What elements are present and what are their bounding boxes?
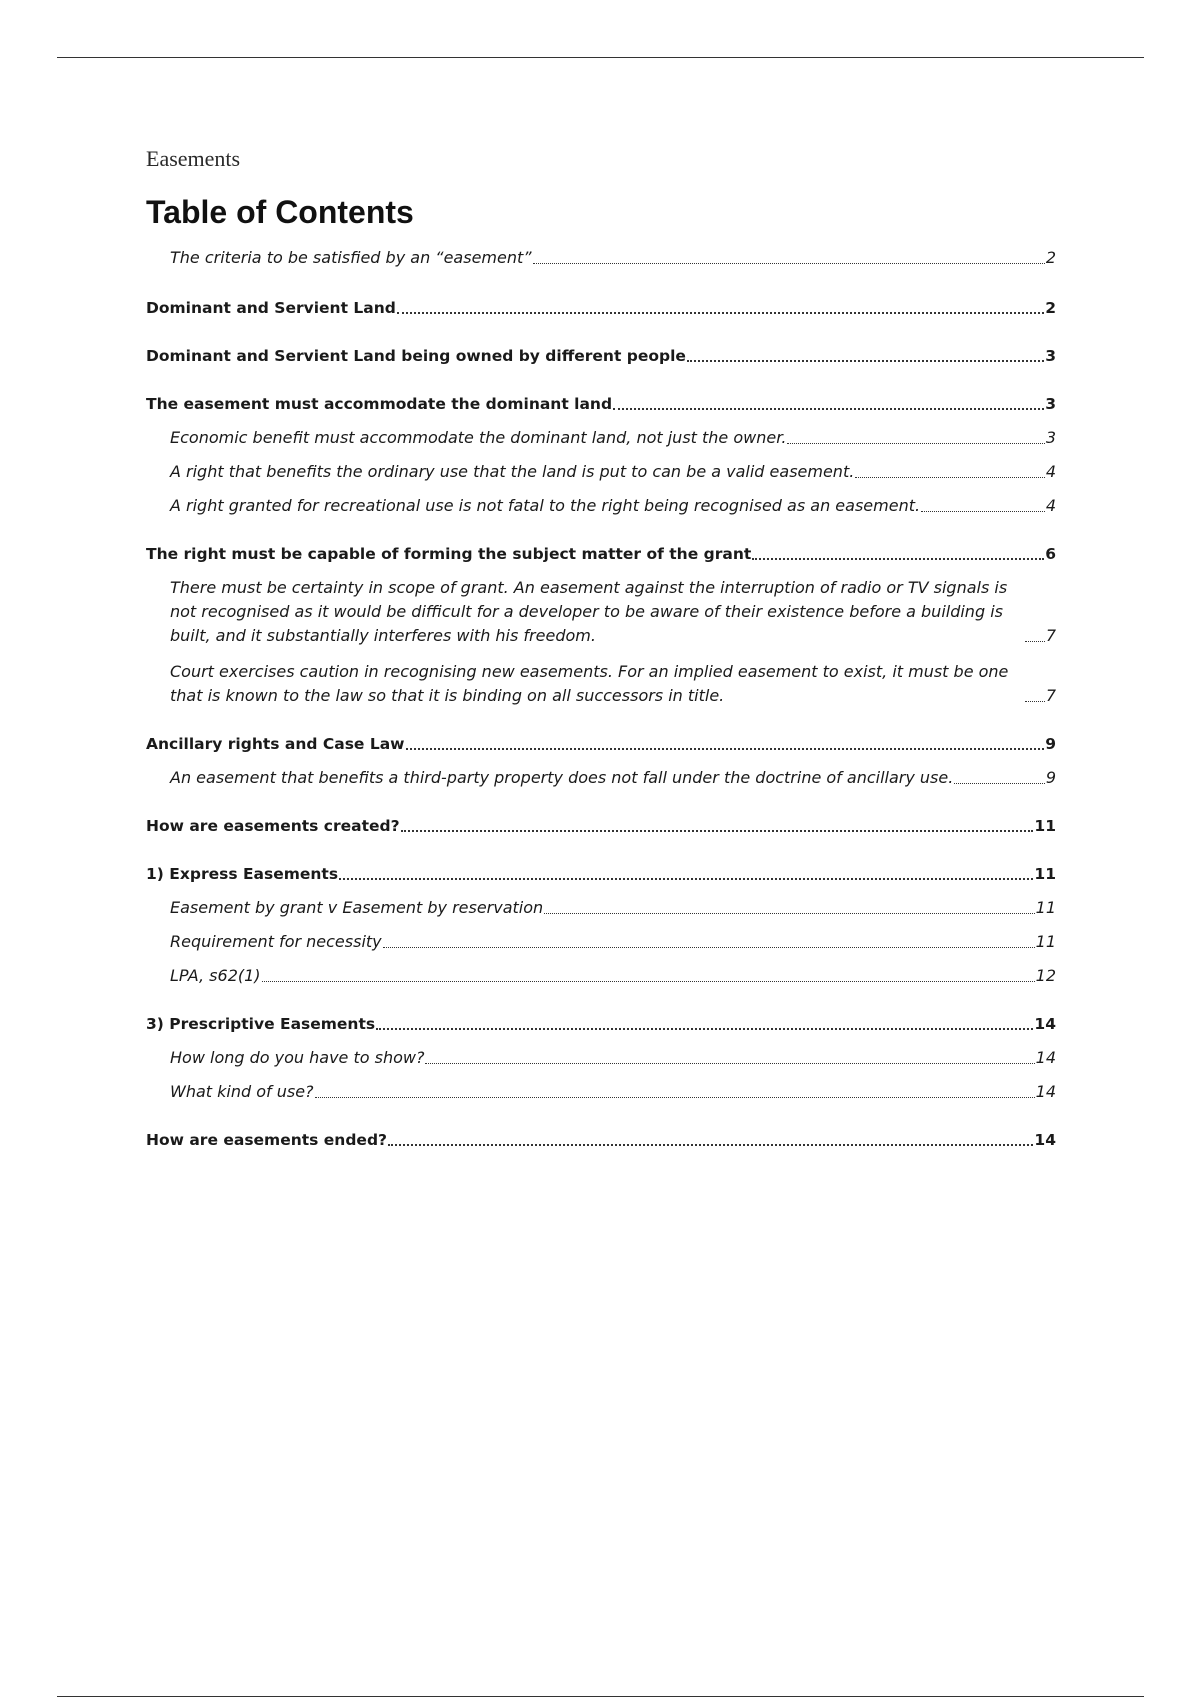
toc-leader-dots xyxy=(315,1097,1035,1098)
toc-page-number: 14 xyxy=(1035,1048,1056,1067)
toc-entry[interactable] xyxy=(146,1046,1056,1070)
toc-page-number: 7 xyxy=(1045,626,1056,645)
toc-entry[interactable] xyxy=(146,1012,1056,1036)
toc-page-number: 4 xyxy=(1045,462,1056,481)
toc-leader-dots xyxy=(425,1063,1034,1064)
toc-entry-text: Dominant and Servient Land xyxy=(146,299,396,317)
toc-leader-dots xyxy=(383,947,1035,948)
toc-leader-dots xyxy=(406,748,1045,750)
toc-leader-dots xyxy=(855,477,1045,478)
toc-entry[interactable] xyxy=(146,1080,1056,1104)
toc-page-number: 14 xyxy=(1035,1082,1056,1101)
toc-page-number: 11 xyxy=(1035,932,1056,951)
toc-entry-text: The easement must accommodate the dominant land xyxy=(146,395,613,413)
toc-page-number: 4 xyxy=(1045,496,1056,515)
toc-page-number: 11 xyxy=(1035,898,1056,917)
toc-entry-text: Easement by grant v Easement by reservation xyxy=(170,898,544,917)
toc-leader-dots xyxy=(1025,641,1045,642)
toc-leader-dots xyxy=(544,913,1034,914)
toc-leader-dots xyxy=(376,1028,1033,1030)
table-of-contents xyxy=(146,246,1056,1152)
toc-entry[interactable] xyxy=(146,930,1056,954)
toc-heading: Table of Contents xyxy=(146,194,414,230)
toc-leader-dots xyxy=(921,511,1045,512)
toc-entry[interactable] xyxy=(146,246,1056,270)
toc-entry-text: Ancillary rights and Case Law xyxy=(146,735,405,753)
toc-leader-dots xyxy=(401,830,1034,832)
toc-leader-dots xyxy=(1025,701,1045,702)
toc-leader-dots xyxy=(339,878,1033,880)
toc-entry-text: 1) Express Easements xyxy=(146,865,339,883)
toc-entry[interactable] xyxy=(146,392,1056,416)
toc-entry-text: Dominant and Servient Land being owned by different people xyxy=(146,347,686,365)
toc-page-number: 11 xyxy=(1034,865,1056,883)
toc-page-number: 6 xyxy=(1045,545,1056,563)
toc-entry-text: The right must be capable of forming the subject matter of the grant xyxy=(146,545,752,563)
toc-page-number: 2 xyxy=(1045,248,1056,267)
toc-entry[interactable] xyxy=(146,660,1056,708)
toc-leader-dots xyxy=(613,408,1044,410)
toc-entry[interactable] xyxy=(146,494,1056,518)
toc-leader-dots xyxy=(687,360,1044,362)
toc-entry-text: A right that benefits the ordinary use that the land is put to can be a valid easement. xyxy=(170,462,855,481)
toc-entry-text: LPA, s62(1) xyxy=(170,966,261,985)
toc-entry-text: How are easements created? xyxy=(146,817,400,835)
toc-entry[interactable] xyxy=(146,732,1056,756)
toc-entry[interactable] xyxy=(146,296,1056,320)
toc-entry[interactable] xyxy=(146,344,1056,368)
toc-entry[interactable] xyxy=(146,896,1056,920)
footer-rule xyxy=(57,1696,1144,1697)
toc-page-number: 12 xyxy=(1035,966,1056,985)
toc-page-number: 14 xyxy=(1034,1015,1056,1033)
toc-leader-dots xyxy=(787,443,1044,444)
toc-page-number: 7 xyxy=(1045,686,1056,705)
toc-entry[interactable] xyxy=(146,460,1056,484)
toc-leader-dots xyxy=(262,981,1035,982)
toc-page-number: 9 xyxy=(1045,768,1056,787)
toc-leader-dots xyxy=(533,263,1045,264)
toc-entry-text: The criteria to be satisfied by an “easement” xyxy=(170,248,532,267)
toc-entry-text: Requirement for necessity xyxy=(170,932,382,951)
toc-entry[interactable] xyxy=(146,766,1056,790)
toc-entry-text: Court exercises caution in recognising new easements. For an implied easement to exist, it must be one that is known to the law so that it is binding on all successors in title. xyxy=(170,662,1009,705)
toc-leader-dots xyxy=(954,783,1044,784)
toc-entry[interactable] xyxy=(146,862,1056,886)
toc-leader-dots xyxy=(388,1144,1033,1146)
toc-entry[interactable] xyxy=(146,426,1056,450)
toc-entry[interactable] xyxy=(146,814,1056,838)
toc-entry-text: 3) Prescriptive Easements xyxy=(146,1015,376,1033)
toc-entry-text: An easement that benefits a third-party property does not fall under the doctrine of ancillary use. xyxy=(170,768,954,787)
toc-page-number: 14 xyxy=(1034,1131,1056,1149)
toc-entry[interactable] xyxy=(146,1128,1056,1152)
toc-leader-dots xyxy=(397,312,1044,314)
document-title: Easements xyxy=(146,146,241,171)
toc-entry-text: How are easements ended? xyxy=(146,1131,388,1149)
header-rule xyxy=(57,57,1144,58)
toc-page-number: 9 xyxy=(1045,735,1056,753)
toc-entry-text: How long do you have to show? xyxy=(170,1048,425,1067)
toc-entry-text: Economic benefit must accommodate the dominant land, not just the owner. xyxy=(170,428,787,447)
toc-entry[interactable] xyxy=(146,542,1056,566)
toc-page-number: 3 xyxy=(1045,347,1056,365)
toc-entry[interactable] xyxy=(146,576,1056,648)
toc-page-number: 11 xyxy=(1034,817,1056,835)
toc-entry-text: A right granted for recreational use is not fatal to the right being recognised as an easement. xyxy=(170,496,921,515)
toc-entry[interactable] xyxy=(146,964,1056,988)
toc-page-number: 2 xyxy=(1045,299,1056,317)
toc-page-number: 3 xyxy=(1045,428,1056,447)
toc-page-number: 3 xyxy=(1045,395,1056,413)
toc-leader-dots xyxy=(752,558,1044,560)
toc-entry-text: What kind of use? xyxy=(170,1082,314,1101)
toc-entry-text: There must be certainty in scope of grant. An easement against the interruption of radio or TV signals is not recognised as it would be difficult for a developer to be aware of their existence before a building is built, and it substantially interferes with his freedom. xyxy=(170,578,1008,645)
